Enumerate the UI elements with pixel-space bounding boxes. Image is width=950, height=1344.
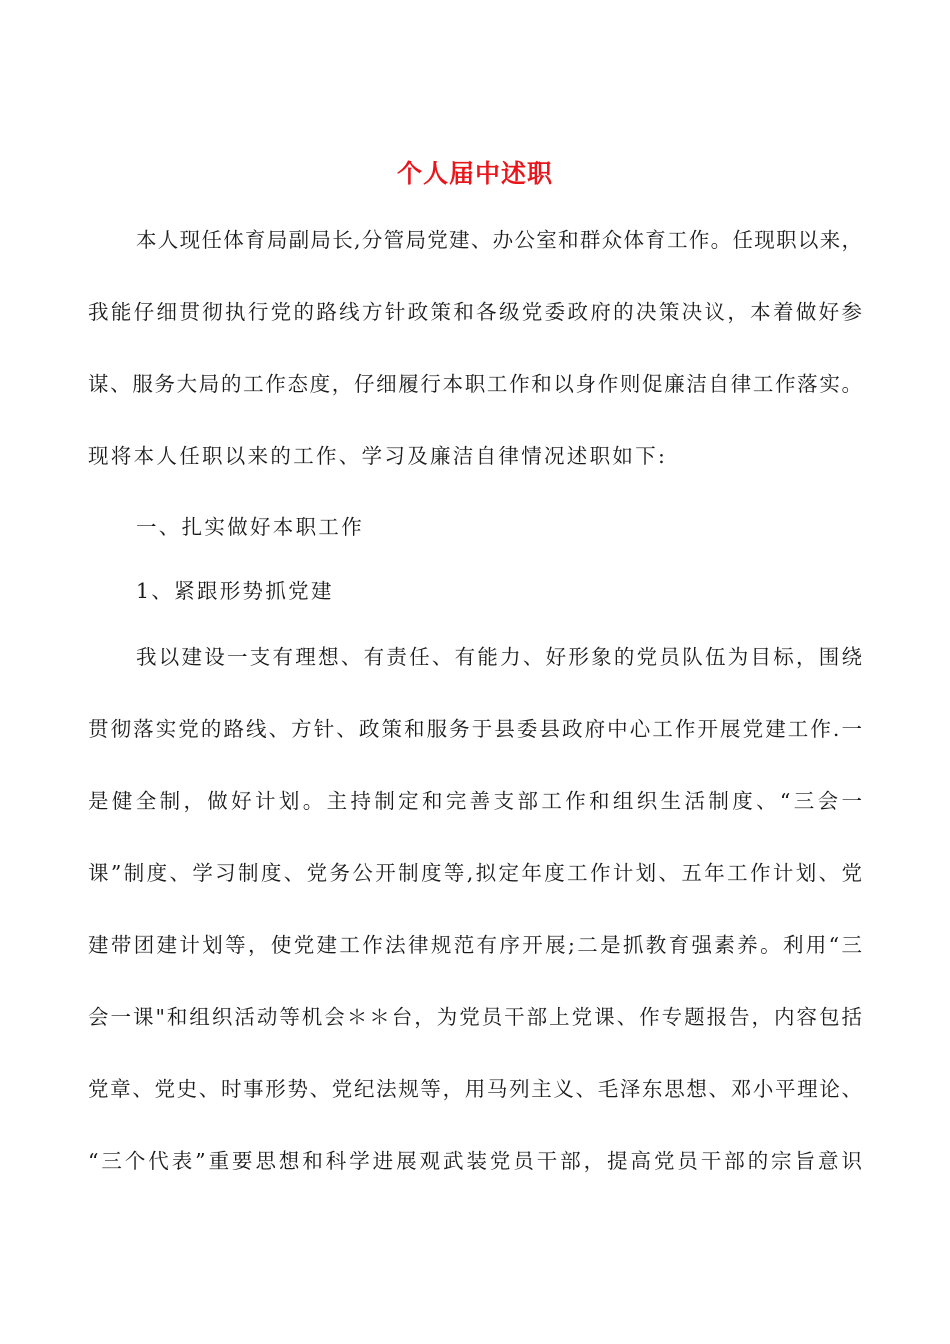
paragraph-line: 谋、服务大局的工作态度，仔细履行本职工作和以身作则促廉洁自律工作落实。 <box>88 372 862 396</box>
document-title: 个人届中述职 <box>396 159 553 188</box>
paragraph-line: 贯彻落实党的路线、方针、政策和服务于县委县政府中心工作开展党建工作.一 <box>88 717 862 741</box>
paragraph-line: 我以建设一支有理想、有责任、有能力、好形象的党员队伍为目标，围绕 <box>136 645 862 669</box>
paragraph-line: 本人现任体育局副局长,分管局党建、办公室和群众体育工作。任现职以来， <box>136 228 862 252</box>
paragraph-line: 现将本人任职以来的工作、学习及廉洁自律情况述职如下: <box>88 444 668 468</box>
paragraph-line: 会一课"和组织活动等机会＊＊台，为党员干部上党课、作专题报告，内容包括 <box>88 1005 862 1029</box>
paragraph-line: “三个代表”重要思想和科学进展观武装党员干部，提高党员干部的宗旨意识 <box>88 1149 862 1173</box>
paragraph-line: 是健全制，做好计划。主持制定和完善支部工作和组织生活制度、“三会一 <box>88 789 862 813</box>
subsection-heading: 1、紧跟形势抓党建 <box>136 579 334 603</box>
section-heading: 一、扎实做好本职工作 <box>136 515 364 539</box>
paragraph-line: 建带团建计划等，使党建工作法律规范有序开展;二是抓教育强素养。利用“三 <box>88 933 862 957</box>
paragraph-line: 党章、党史、时事形势、党纪法规等，用马列主义、毛泽东思想、邓小平理论、 <box>88 1077 862 1101</box>
paragraph-line: 我能仔细贯彻执行党的路线方针政策和各级党委政府的决策决议，本着做好参 <box>88 300 862 324</box>
paragraph-line: 课”制度、学习制度、党务公开制度等,拟定年度工作计划、五年工作计划、党 <box>88 861 862 885</box>
